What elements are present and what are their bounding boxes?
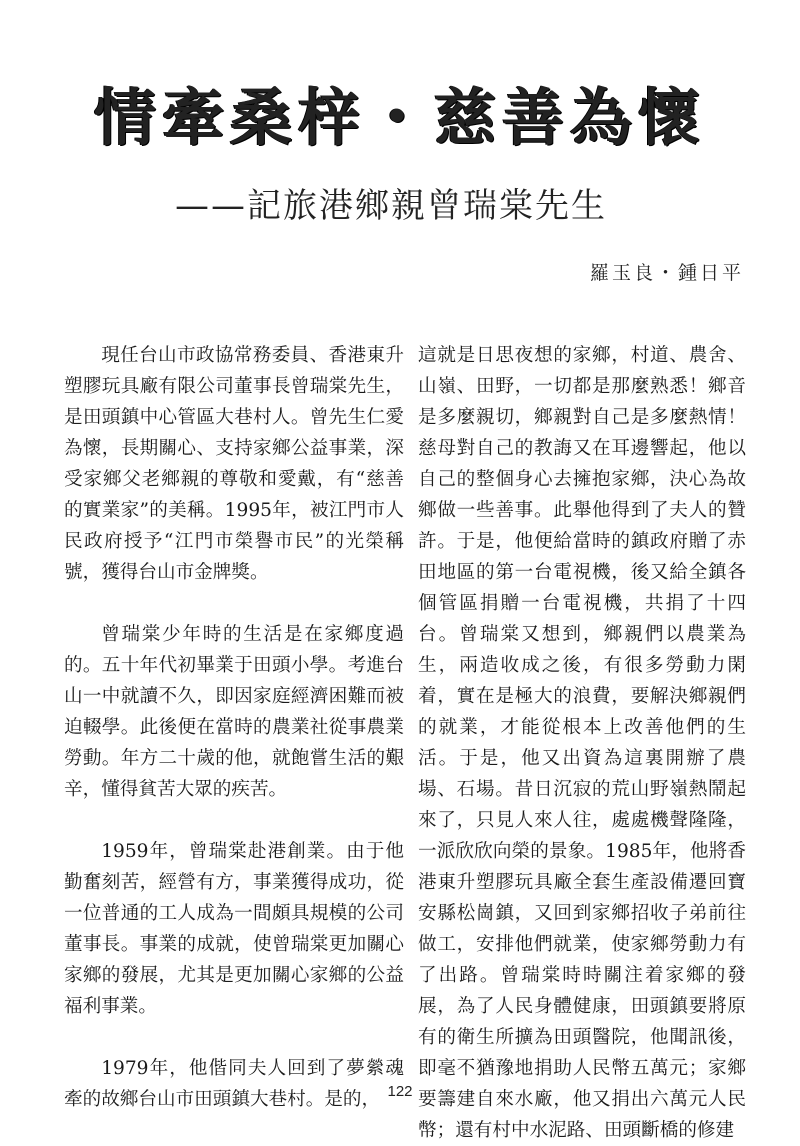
paragraph: 1979年，他偕同夫人回到了夢縈魂牽的故鄉台山市田頭鎮大巷村。是的， bbox=[64, 1058, 404, 1110]
paragraph: 1959年，曾瑞棠赴港創業。由于他勤奮刻苦，經營有方，事業獲得成功，從一位普通的工人成為一間頗具規模的公司董事長。事業的成就，使曾瑞棠更加關心家鄉的發展，尤其是更加關心家鄉的公益福利事業。 bbox=[64, 841, 404, 1017]
paragraph: 現任台山市政協常務委員、香港東升塑膠玩具廠有限公司董事長曾瑞棠先生，是田頭鎮中心管區大巷村人。曾先生仁愛為懷，長期關心、支持家鄉公益事業，深受家鄉父老鄉親的尊敬和愛戴，有“慈善的實業家”的美稱。1995年，被江門市人民政府授予“江門市榮譽市民”的光榮稱號，獲得台山市金牌獎。 bbox=[64, 345, 404, 583]
page-number: 122 bbox=[387, 1083, 413, 1100]
paragraph-continued: 這就是日思夜想的家鄉，村道、農舍、山嶺、田野，一切都是那麼熟悉！鄉音是多麼親切，鄉親對自己是多麼熱情！慈母對自己的教誨又在耳邊響起，他以自己的整個身心去擁抱家鄉，決心為故鄉做一些善事。此舉他得到了夫人的贊許。于是，他便給當時的鎮政府贈了赤田地區的第一台電視機，後又給全鎮各個管區捐贈一台電視機，共捐了十四台。曾瑞棠又想到，鄉親們以農業為生，兩造收成之後，有很多勞動力閑着，實在是極大的浪費，要解決鄉親們的就業，才能從根本上改善他們的生活。于是，他又出資為這裏開辦了農場、石場。昔日沉寂的荒山野嶺熱鬧起來了，只見人來人往，處處機聲隆隆，一派欣欣向榮的景象。1985年，他將香港東升塑膠玩具廠全套生產設備遷回寶安縣松崗鎮，又回到家鄉招收子弟前往做工，安排他們就業，使家鄉勞動力有了出路。曾瑞棠時時關注着家鄉的發展，為了人民身體健康，田頭鎮要將原有的衛生所擴為田頭醫院，他聞訊後，即毫不猶豫地捐助人民幣五萬元；家鄉要籌建自來水廠，他又捐出六萬元人民幣；還有村中水泥路、田頭斷橋的修建 bbox=[418, 345, 746, 1141]
article-authors: 羅玉良・鍾日平 bbox=[589, 262, 744, 284]
paragraph: 曾瑞棠少年時的生活是在家鄉度過的。五十年代初畢業于田頭小學。考進台山一中就讀不久，即因家庭經濟困難而被迫輟學。此後便在當時的農業社從事農業勞動。年方二十歲的他，就飽嘗生活的艱辛，懂得貧苦大眾的疾苦。 bbox=[64, 624, 404, 800]
article-subtitle: ——記旅港鄉親曾瑞棠先生 bbox=[175, 186, 607, 226]
right-column bbox=[418, 340, 746, 1146]
left-column bbox=[64, 340, 404, 1115]
article-title: 情牽桑梓・慈善為懷 bbox=[93, 81, 706, 154]
